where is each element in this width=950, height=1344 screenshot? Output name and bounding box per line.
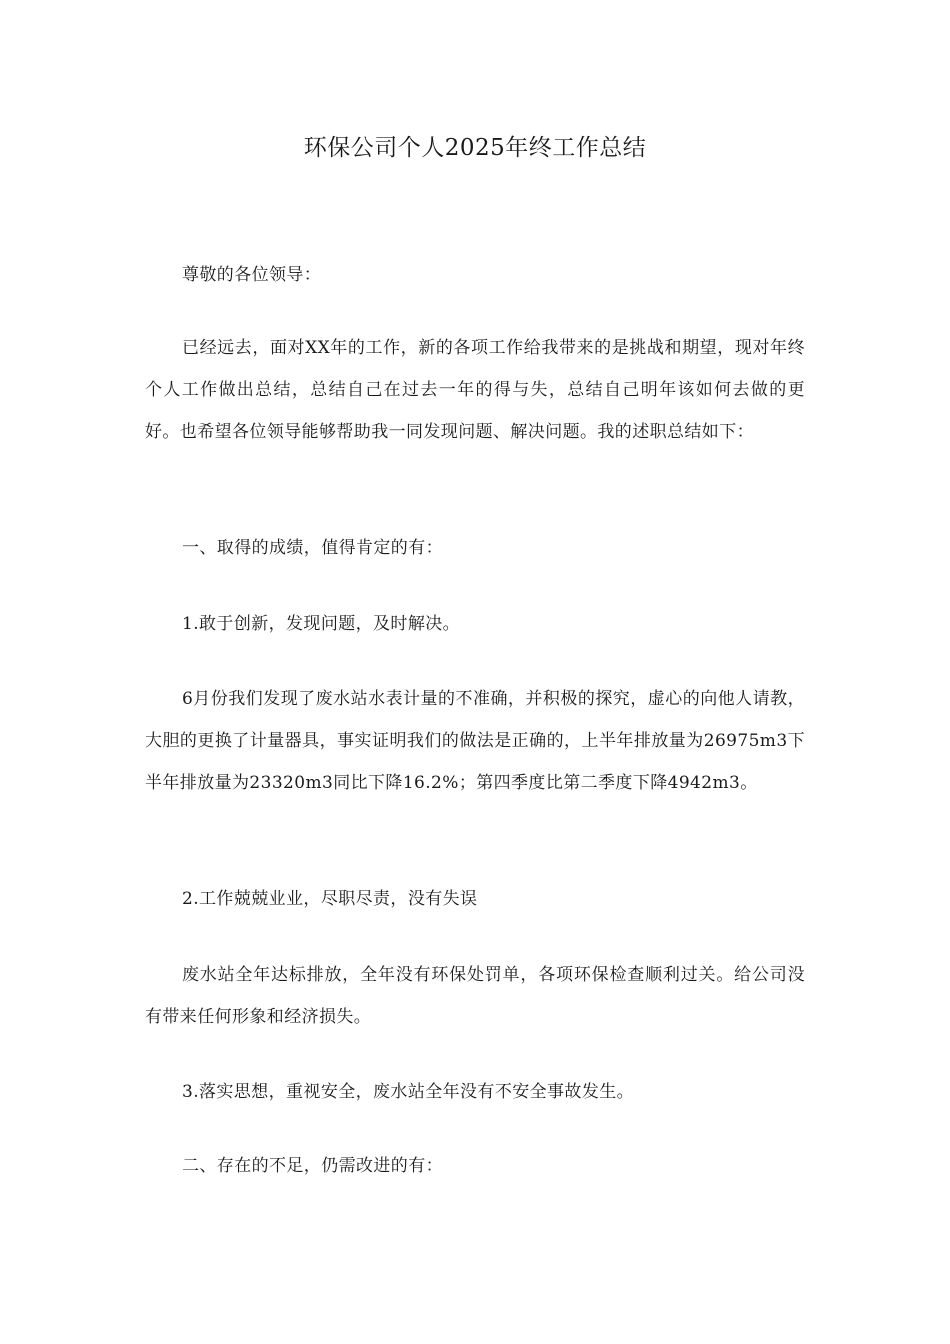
greeting: 尊敬的各位领导： — [182, 265, 322, 285]
item-3-heading: 3.落实思想，重视安全，废水站全年没有不安全事故发生。 — [182, 1082, 635, 1102]
section-2-heading: 二、存在的不足，仍需改进的有： — [182, 1156, 443, 1176]
item-2-detail: 废水站全年达标排放，全年没有环保处罚单，各项环保检查顺利过关。给公司没有带来任何形象和经济损失。 — [145, 965, 805, 1027]
document-title: 环保公司个人2025年终工作总结 — [303, 135, 647, 161]
section-1-heading: 一、取得的成绩，值得肯定的有： — [182, 538, 443, 558]
item-1-detail: 6月份我们发现了废水站水表计量的不准确，并积极的探究，虚心的向他人请教，大胆的更换了计量器具，事实证明我们的做法是正确的，上半年排放量为26975m3下半年排放量为23320m3同比下降16.2%；第四季度比第二季度下降4942m3。 — [145, 689, 805, 793]
item-1-heading: 1.敢于创新，发现问题，及时解决。 — [182, 614, 461, 634]
item-2-heading: 2.工作兢兢业业，尽职尽责，没有失误 — [182, 889, 478, 909]
intro-paragraph: 已经远去，面对XX年的工作，新的各项工作给我带来的是挑战和期望，现对年终个人工作做出总结，总结自己在过去一年的得与失，总结自己明年该如何去做的更好。也希望各位领导能够帮助我一同发现问题、解决问题。我的述职总结如下： — [145, 338, 805, 442]
